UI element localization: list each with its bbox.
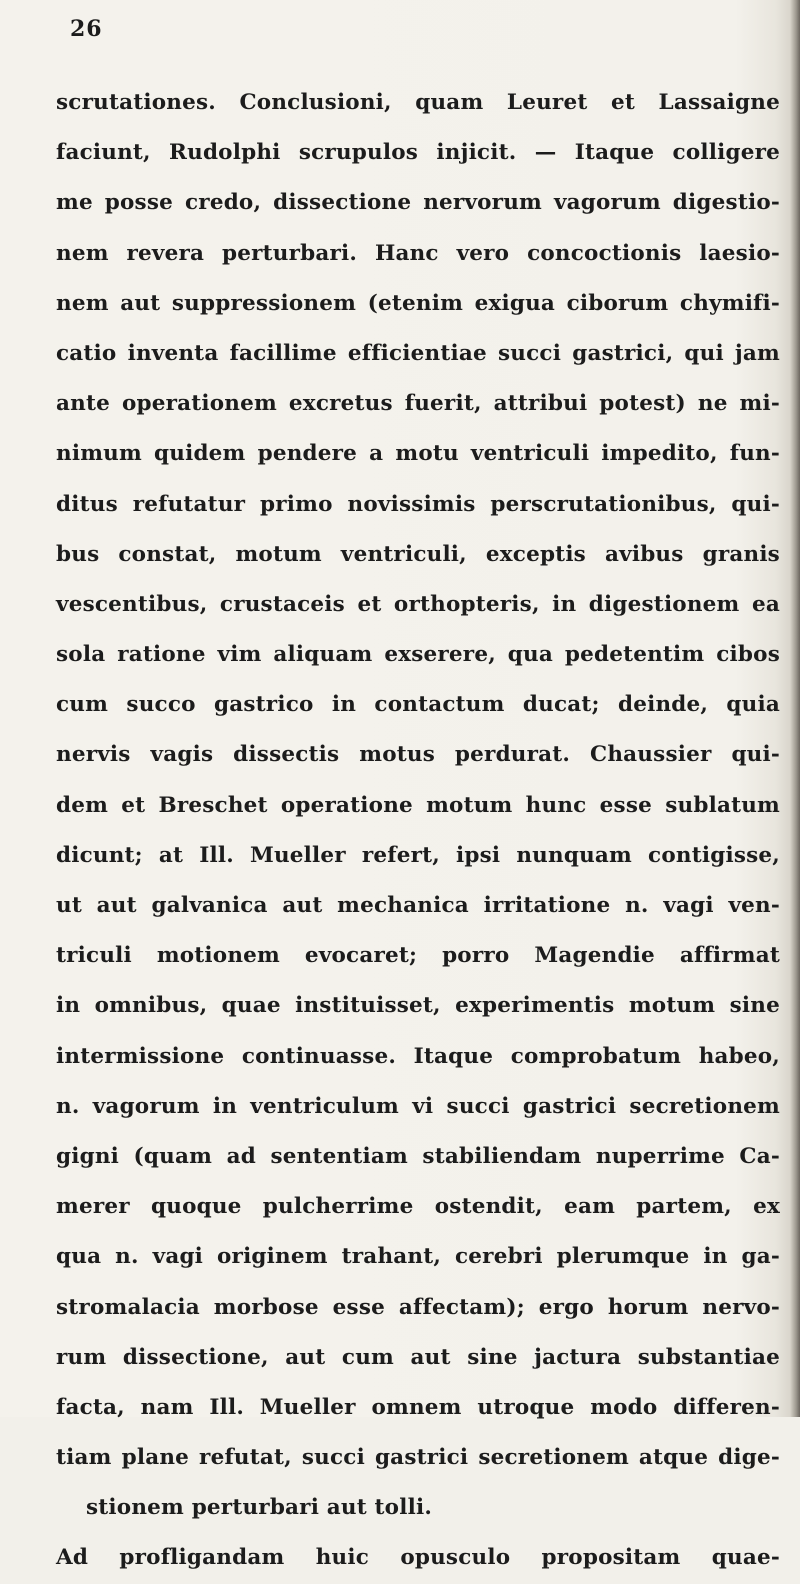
text-line: nervis vagis dissectis motus perdurat. Chaussier qui- — [56, 742, 780, 768]
text-line: ditus refutatur primo novissimis perscrutationibus, qui- — [56, 491, 780, 517]
text-line: gigni (quam ad sententiam stabiliendam nuperrime Ca- — [56, 1143, 780, 1169]
text-line: facta, nam Ill. Mueller omnem utroque modo differen- — [56, 1394, 780, 1420]
text-line: ut aut galvanica aut mechanica irritatione n. vagi ven- — [56, 893, 780, 918]
text-line: faciunt, Rudolphi scrupulos injicit. — Itaque colligere — [56, 140, 780, 166]
text-line: intermissione continuasse. Itaque comprobatum habeo, — [56, 1043, 780, 1069]
text-line: bus constat, motum ventriculi, exceptis avibus granis — [56, 541, 780, 567]
text-line: nimum quidem pendere a motu ventriculi impedito, fun- — [56, 441, 780, 467]
text-line: qua n. vagi originem trahant, cerebri plerumque in ga- — [56, 1244, 780, 1270]
text-line: triculi motionem evocaret; porro Magendie affirmat — [56, 943, 780, 969]
text-line: catio inventa facillime efficientiae succi gastrici, qui jam — [56, 340, 780, 366]
text-line: ante operationem excretus fuerit, attribui potest) ne mi- — [56, 391, 780, 417]
text-line: nem aut suppressionem (etenim exigua ciborum chymifi- — [56, 290, 780, 316]
text-line: tiam plane refutat, succi gastrici secretionem atque dige- — [56, 1445, 780, 1471]
text-line: vescentibus, crustaceis et orthopteris, in digestionem ea — [56, 591, 780, 617]
body-text — [56, 78, 780, 1584]
text-line-paragraph-end: stionem perturbari aut tolli. — [86, 1495, 432, 1521]
text-line: in omnibus, quae instituisset, experimentis motum sine — [56, 993, 780, 1019]
text-line: me posse credo, dissectione nervorum vagorum digestio- — [56, 190, 780, 216]
text-line: nem revera perturbari. Hanc vero concoctionis laesio- — [56, 240, 780, 266]
text-line-paragraph-start: Ad profligandam huic opusculo propositam quae- — [56, 1545, 780, 1571]
text-line: dicunt; at Ill. Mueller refert, ipsi nunquam contigisse, — [56, 842, 780, 868]
text-line: stromalacia morbose esse affectam); ergo horum nervo- — [56, 1294, 780, 1320]
text-line: dem et Breschet operatione motum hunc esse sublatum — [56, 792, 780, 818]
page-edge-shadow — [790, 0, 800, 1417]
page-number: 26 — [70, 16, 103, 42]
text-line: rum dissectione, aut cum aut sine jactura substantiae — [56, 1344, 780, 1370]
text-line: scrutationes. Conclusioni, quam Leuret et Lassaigne — [56, 90, 780, 115]
text-line: n. vagorum in ventriculum vi succi gastrici secretionem — [56, 1093, 780, 1119]
text-line: sola ratione vim aliquam exserere, qua pedetentim cibos — [56, 642, 780, 668]
text-line: merer quoque pulcherrime ostendit, eam partem, ex — [56, 1194, 780, 1220]
text-line: cum succo gastrico in contactum ducat; deinde, quia — [56, 692, 780, 718]
